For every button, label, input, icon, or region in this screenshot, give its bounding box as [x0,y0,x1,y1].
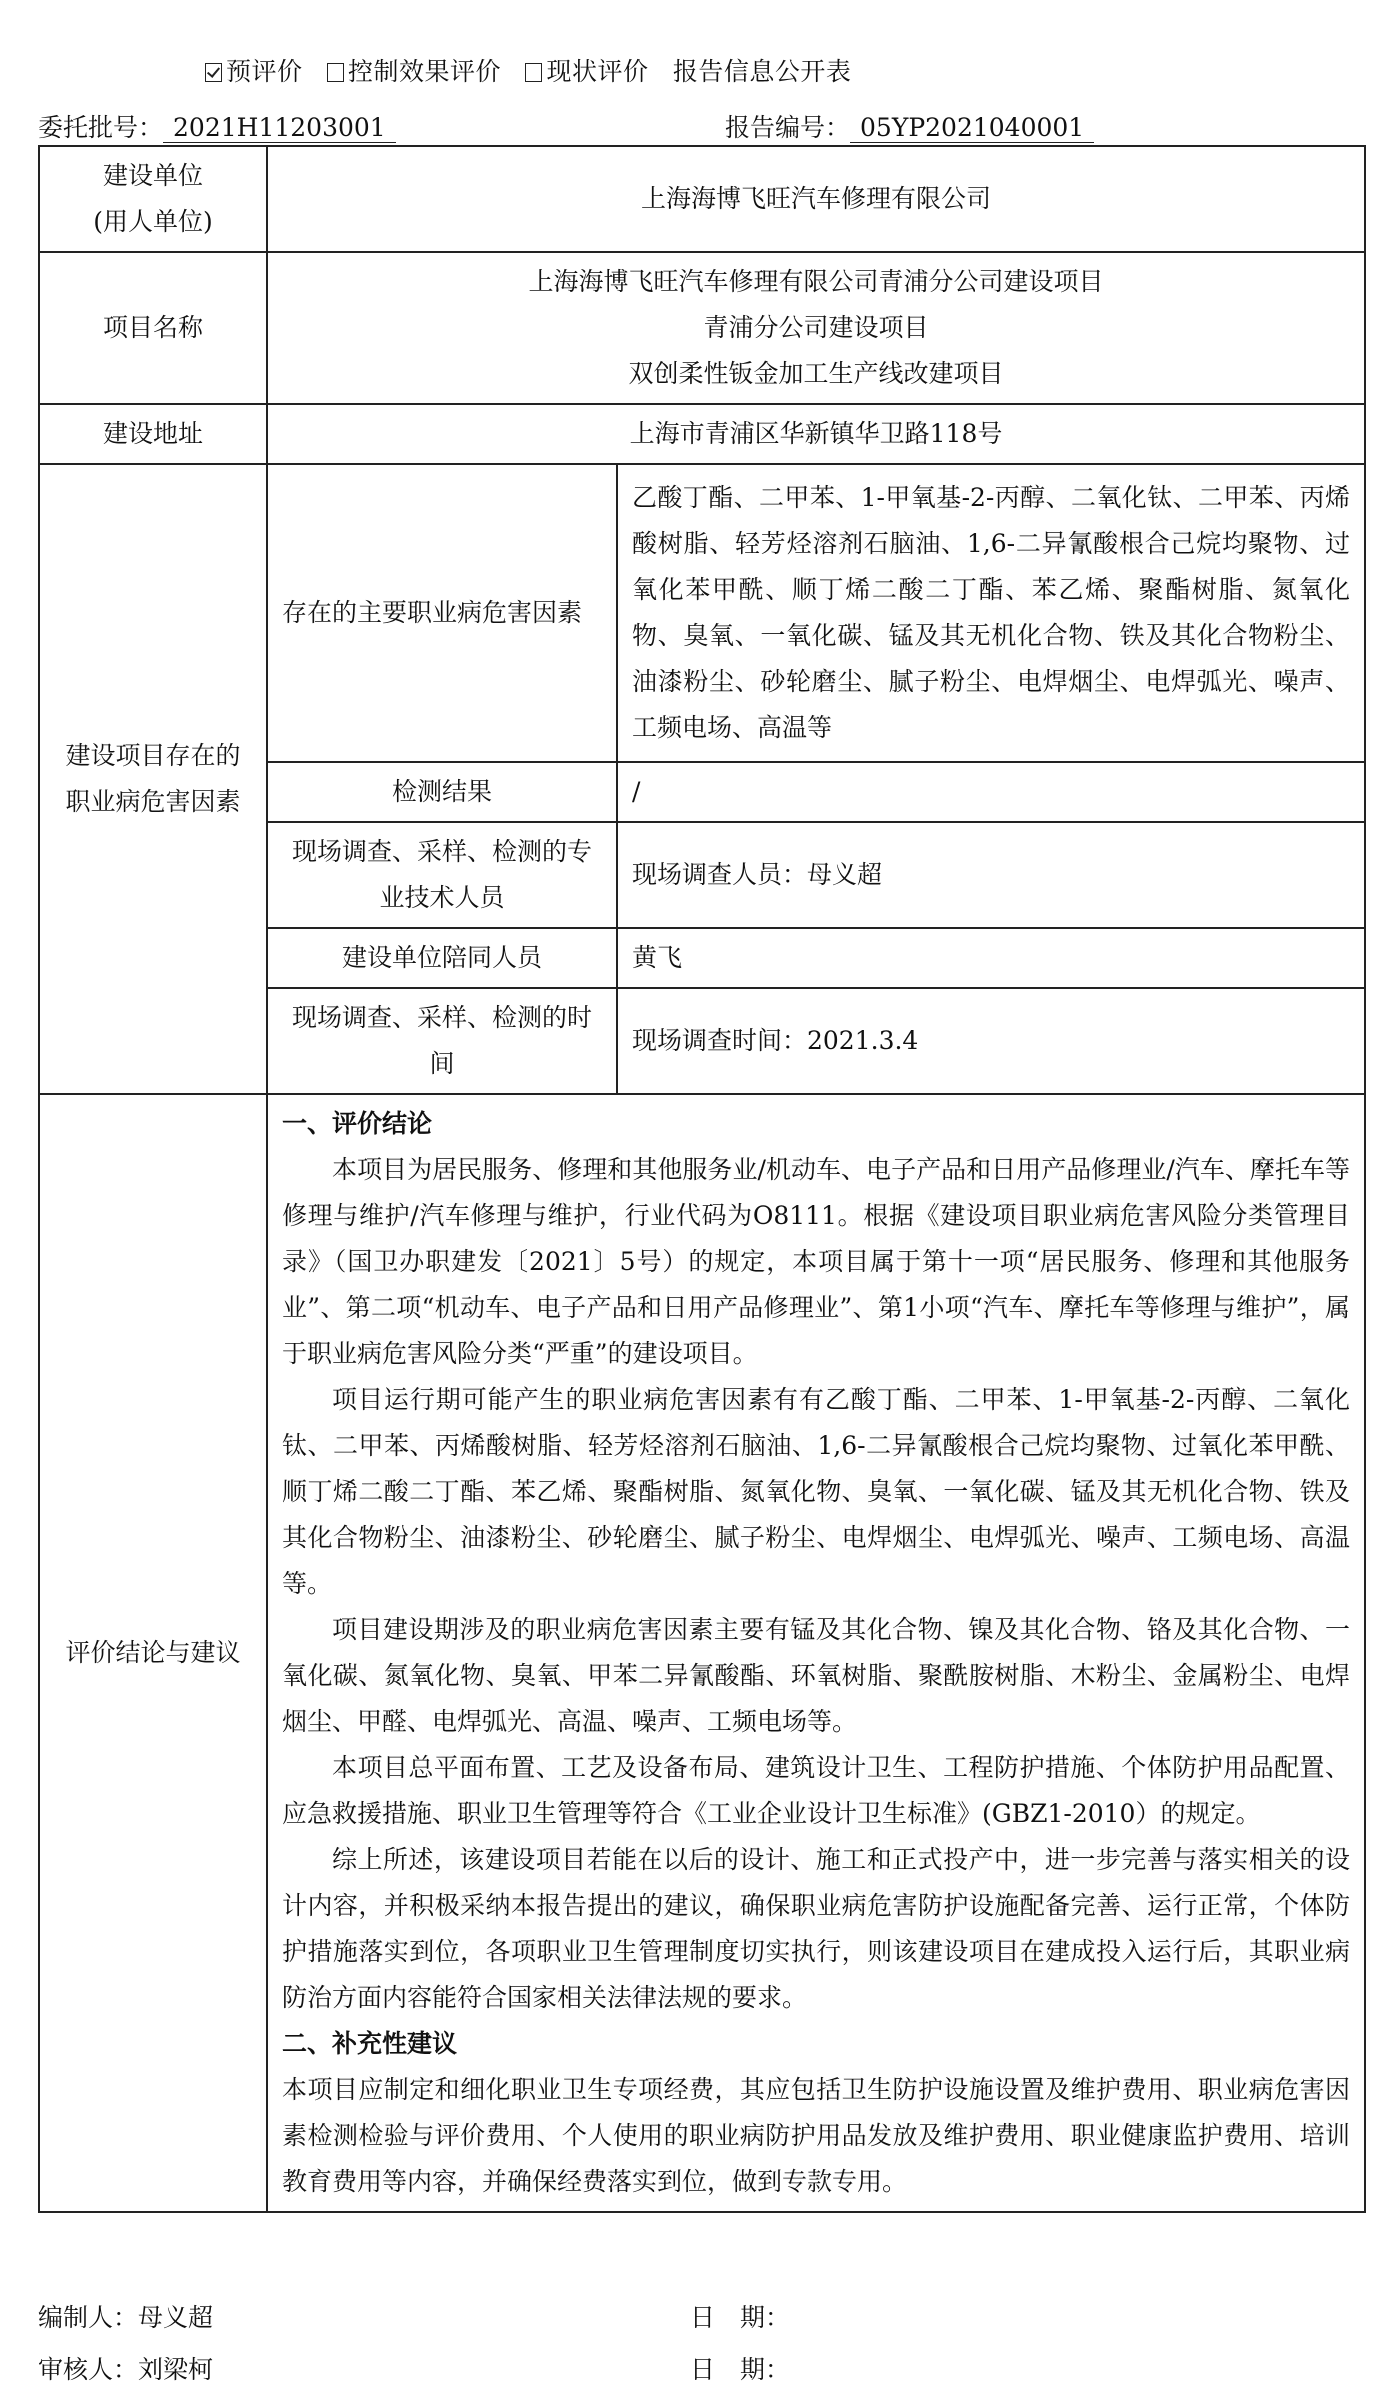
accomp-value: 黄飞 [617,928,1365,988]
section-title-evaluation: 一、评价结论 [282,1109,433,1138]
time-value: 现场调查时间：2021.3.4 [617,988,1365,1094]
project-label: 项目名称 [39,252,267,404]
reviewer-date: 日 期： [690,2355,791,2384]
address-label: 建设地址 [39,404,267,464]
editor-date: 日 期： [690,2303,791,2332]
row-address [39,404,1365,464]
entrust-number: 委托批号： 2021H11203001 [38,108,396,144]
paragraph: 项目建设期涉及的职业病危害因素主要有锰及其化合物、镍及其化合物、铬及其化合物、一氧化碳、氮氧化物、臭氧、甲苯二异氰酸酯、环氧树脂、聚酰胺树脂、木粉尘、金属粉尘、电焊烟尘、甲醛、电焊弧光、高温、噪声、工频电场等。 [282,1615,1351,1736]
row-unit [39,146,1365,252]
section-title-suggestion: 二、补充性建议 [282,2029,458,2058]
option-pre-evaluation[interactable]: 预评价 [205,57,303,86]
report-number: 报告编号： 05YP2021040001 [725,108,1094,144]
staff-label: 现场调查、采样、检测的专业技术人员 [267,822,617,928]
info-table [38,145,1366,2213]
form-header [205,52,851,88]
hazard-section-label: 建设项目存在的职业病危害因素 [39,464,267,1094]
row-project [39,252,1365,404]
hazard-main-value: 乙酸丁酯、二甲苯、1-甲氧基-2-丙醇、二氧化钛、二甲苯、丙烯酸树脂、轻芳烃溶剂石脑油、1,6-二异氰酸根合己烷均聚物、过氧化苯甲酰、顺丁烯二酸二丁酯、苯乙烯、聚酯树脂、氮氧化物、臭氧、一氧化碳、锰及其无机化合物、铁及其化合物粉尘、油漆粉尘、砂轮磨尘、腻子粉尘、电焊烟尘、电焊弧光、噪声、工频电场、高温等 [617,464,1365,762]
paragraph: 本项目为居民服务、修理和其他服务业/机动车、电子产品和日用产品修理业/汽车、摩托车等修理与维护/汽车修理与维护，行业代码为O8111。根据《建设项目职业病危害风险分类管理目录》（国卫办职建发〔2021〕5号）的规定，本项目属于第十一项“居民服务、修理和其他服务业”、第二项“机动车、电子产品和日用产品修理业”、第1小项“汽车、摩托车等修理与维护”，属于职业病危害风险分类“严重”的建设项目。 [282,1155,1351,1368]
accomp-label: 建设单位陪同人员 [267,928,617,988]
staff-value: 现场调查人员：母义超 [617,822,1365,928]
detect-label: 检测结果 [267,762,617,822]
detect-value: / [617,762,1365,822]
report-number-value: 05YP2021040001 [850,114,1094,143]
address-value: 上海市青浦区华新镇华卫路118号 [267,404,1365,464]
editor: 编制人：母义超 [38,2303,214,2332]
paragraph: 综上所述，该建设项目若能在以后的设计、施工和正式投产中，进一步完善与落实相关的设计内容，并积极采纳本报告提出的建议，确保职业病危害防护设施配备完善、运行正常，个体防护措施落实到位，各项职业卫生管理制度切实执行，则该建设项目在建成投入运行后，其职业病防治方面内容能符合国家相关法律法规的要求。 [282,1845,1351,2012]
unit-label: 建设单位 (用人单位) [39,146,267,252]
paragraph: 本项目总平面布置、工艺及设备布局、建筑设计卫生、工程防护措施、个体防护用品配置、应急救援措施、职业卫生管理等符合《工业企业设计卫生标准》(GBZ1-2010）的规定。 [282,1753,1351,1828]
hazard-main-label: 存在的主要职业病危害因素 [267,464,617,762]
unchecked-box-icon[interactable] [327,63,344,82]
checked-box-icon[interactable] [205,63,222,82]
time-label: 现场调查、采样、检测的时间 [267,988,617,1094]
option-control-evaluation[interactable]: 控制效果评价 [327,57,501,86]
unit-value: 上海海博飞旺汽车修理有限公司 [267,146,1365,252]
reviewer: 审核人：刘梁柯 [38,2355,214,2384]
conclusion-content [267,1094,1365,2212]
project-value: 上海海博飞旺汽车修理有限公司青浦分公司建设项目 青浦分公司建设项目 双创柔性钣金加工生产线改建项目 [267,252,1365,404]
row-conclusion [39,1094,1365,2212]
paragraph: 本项目应制定和细化职业卫生专项经费，其应包括卫生防护设施设置及维护费用、职业病危害因素检测检验与评价费用、个人使用的职业病防护用品发放及维护费用、职业健康监护费用、培训教育费用等内容，并确保经费落实到位，做到专款专用。 [282,2075,1351,2196]
conclusion-label: 评价结论与建议 [39,1094,267,2212]
row-hazard-main [39,464,1365,762]
paragraph: 项目运行期可能产生的职业病危害因素有有乙酸丁酯、二甲苯、1-甲氧基-2-丙醇、二氧化钛、二甲苯、丙烯酸树脂、轻芳烃溶剂石脑油、1,6-二异氰酸根合己烷均聚物、过氧化苯甲酰、顺丁烯二酸二丁酯、苯乙烯、聚酯树脂、氮氧化物、臭氧、一氧化碳、锰及其无机化合物、铁及其化合物粉尘、油漆粉尘、砂轮磨尘、腻子粉尘、电焊烟尘、电焊弧光、噪声、工频电场、高温等。 [282,1385,1351,1598]
option-status-evaluation[interactable]: 现状评价 [525,57,648,86]
form-title: 报告信息公开表 [672,57,852,86]
unchecked-box-icon[interactable] [525,63,542,82]
entrust-number-value: 2021H11203001 [163,114,396,143]
